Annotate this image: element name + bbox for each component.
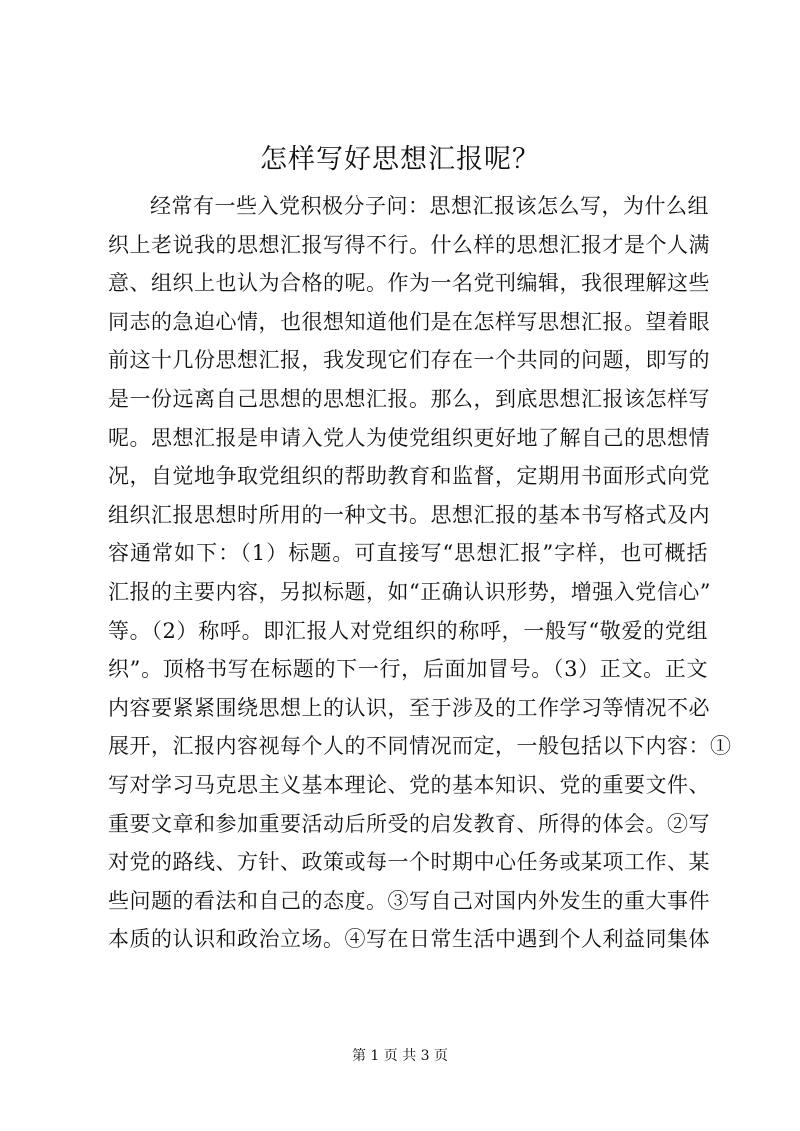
body-line: 况，自觉地争取党组织的帮助教育和监督，定期用书面形式向党 — [108, 464, 710, 489]
body-line: 前这十几份思想汇报，我发现它们存在一个共同的问题，即写的 — [108, 348, 710, 373]
document-body — [108, 187, 732, 959]
body-line: 容通常如下：（1）标题。可直接写“思想汇报”字样，也可概括 — [108, 541, 708, 566]
body-line: 等。（2）称呼。即汇报人对党组织的称呼，一般写“敬爱的党组 — [108, 618, 708, 643]
body-line: 内容要紧紧围绕思想上的认识，至于涉及的工作学习等情况不必 — [108, 695, 710, 720]
body-line: 经常有一些入党积极分子问：思想汇报该怎么写，为什么组 — [150, 194, 709, 218]
body-line: 呢。思想汇报是申请入党人为使党组织更好地了解自己的思想情 — [108, 425, 710, 450]
body-line: 汇报的主要内容，另拟标题，如“正确认识形势，增强入党信心” — [108, 579, 711, 604]
body-line: 展开，汇报内容视每个人的不同情况而定，一般包括以下内容：① — [108, 734, 732, 759]
body-line: 织”。顶格书写在标题的下一行，后面加冒号。（3）正文。正文 — [108, 657, 708, 682]
body-line: 些问题的看法和自己的态度。③写自己对国内外发生的重大事件 — [108, 888, 710, 913]
document-title: 怎样写好思想汇报呢？ — [260, 144, 540, 175]
body-line: 是一份远离自己思想的思想汇报。那么，到底思想汇报该怎样写 — [108, 386, 710, 411]
body-line: 同志的急迫心情，也很想知道他们是在怎样写思想汇报。望着眼 — [108, 309, 710, 334]
page-footer: 第 1 页 共 3 页 — [351, 1048, 449, 1064]
body-line: 对党的路线、方针、政策或每一个时期中心任务或某项工作、某 — [108, 850, 710, 875]
body-line: 织上老说我的思想汇报写得不行。什么样的思想汇报才是个人满 — [108, 232, 710, 257]
body-line: 重要文章和参加重要活动后所受的启发教育、所得的体会。②写 — [108, 811, 710, 836]
body-line: 意、组织上也认为合格的呢。作为一名党刊编辑，我很理解这些 — [108, 271, 710, 296]
body-line: 写对学习马克思主义基本理论、党的基本知识、党的重要文件、 — [108, 772, 710, 797]
body-line: 组织汇报思想时所用的一种文书。思想汇报的基本书写格式及内 — [108, 502, 710, 527]
body-line: 本质的认识和政治立场。④写在日常生活中遇到个人利益同集体 — [108, 927, 710, 952]
